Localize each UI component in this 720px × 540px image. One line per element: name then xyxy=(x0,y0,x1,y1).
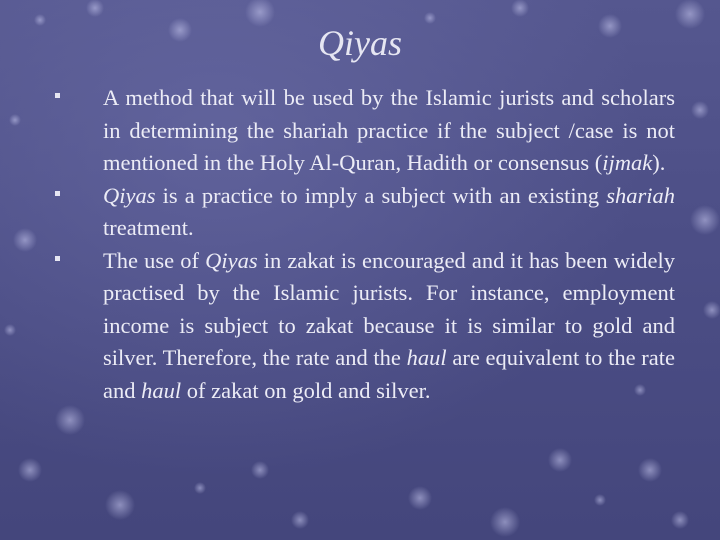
bullet-list xyxy=(55,82,675,407)
sparkle-dot xyxy=(511,0,529,17)
sparkle-dot xyxy=(703,301,720,319)
text-run: is a practice to imply a subject with an existing xyxy=(155,182,607,208)
italic-text-run: Qiyas xyxy=(103,182,156,208)
slide-title: Qiyas xyxy=(318,23,402,63)
sparkle-dot xyxy=(13,228,37,252)
sparkle-dot xyxy=(291,511,309,529)
sparkle-dot xyxy=(9,114,21,126)
italic-text-run: ijmak xyxy=(602,150,653,175)
text-run: in zakat is encouraged and it has been widely practised by the Islamic jurists. For instance, employment income is subject to zakat because it is similar to gold and silver. Therefore, the rate and the xyxy=(103,247,675,370)
bullet-text xyxy=(103,180,675,245)
italic-text-run: haul xyxy=(141,377,182,403)
sparkle-dot xyxy=(86,0,104,17)
sparkle-dot xyxy=(4,324,16,336)
sparkle-dot xyxy=(18,458,42,482)
text-run: are equivalent to the rate and xyxy=(103,345,675,403)
bullet-text xyxy=(103,82,675,180)
square-bullet-icon xyxy=(55,93,60,98)
sparkle-dot xyxy=(690,205,720,235)
square-bullet-icon xyxy=(55,191,60,196)
bullet-item xyxy=(55,82,675,180)
bullet-item xyxy=(55,245,675,408)
italic-text-run: haul xyxy=(406,345,447,370)
sparkle-dot xyxy=(638,458,662,482)
italic-text-run: Qiyas xyxy=(205,247,258,273)
sparkle-dot xyxy=(490,507,520,537)
text-run: treatment. xyxy=(103,215,194,240)
square-bullet-icon xyxy=(55,256,60,261)
italic-text-run: shariah xyxy=(606,182,675,208)
sparkle-dot xyxy=(691,101,709,119)
bullet-item xyxy=(55,180,675,245)
sparkle-dot xyxy=(408,486,432,510)
sparkle-dot xyxy=(548,448,572,472)
bullet-text xyxy=(103,245,675,408)
text-run: ). xyxy=(652,150,666,175)
sparkle-dot xyxy=(671,511,689,529)
text-run: A method that will be used by the Islamic jurists and scholars in determining the shariah practice if the subject /case is not mentioned in the Holy Al-Quran, Hadith or consensus ( xyxy=(103,85,675,175)
text-run: of zakat on gold and silver. xyxy=(181,377,431,403)
text-run: The use of xyxy=(103,247,206,273)
sparkle-dot xyxy=(105,490,135,520)
sparkle-dot xyxy=(251,461,269,479)
sparkle-dot xyxy=(594,494,606,506)
sparkle-dot xyxy=(194,482,206,494)
sparkle-dot xyxy=(55,405,85,435)
